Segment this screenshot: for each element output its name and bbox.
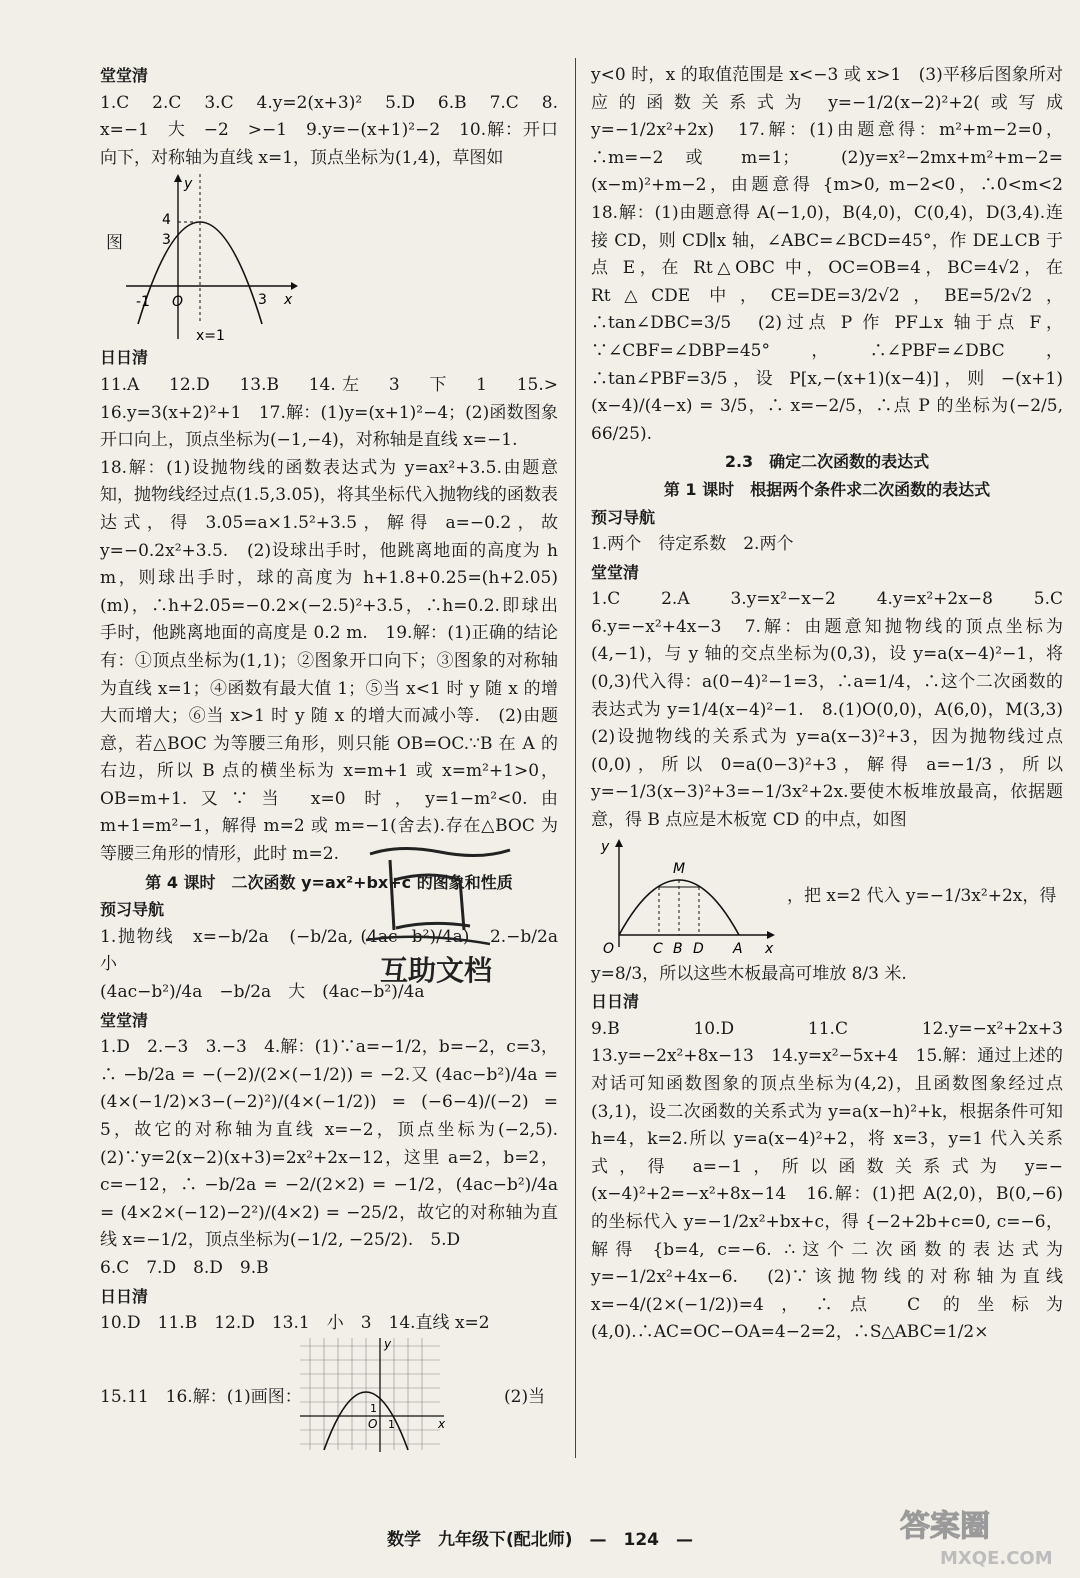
figure-trailing-text: ，把 x=2 代入 y=−1/3x²+2x，得 [787, 885, 1057, 906]
right-heading-yuxi: 预习导航 [591, 507, 656, 527]
axis-x-label: x [284, 292, 293, 309]
answers-block-4b: (4ac−b²)/4a −b/2a 大 (4ac−b²)/4a [100, 982, 425, 1003]
handwritten-stamp [360, 840, 520, 990]
tick-neg1: -1 [136, 294, 150, 311]
right-answers-block-5: 9.B 10.D 11.C 12.y=−x²+2x+3 13.y=−2x²+8x−13 14.y=x²−5x+4 15.解：通过上述的对话可知函数图象的顶点坐标为(4,2)，且函数图象经过点(3,1)，设二次函数的关系式为 y=a(x−h)²+k，根据条件可知 h=4，k=2.所以 y=a(x−4)²+2，将 x=3，y=1 代入关系式，得 a=−1，所以函数关系式为 y=−(x−4)²+2=−x²+8x−14 16.解：(1)把 A(2,0)，B(0,−6)的坐标代入 y=−1/2x²+bx+c，得 {−2+2b+c=0, c=−6，解得 {b=4, c=−6. ∴这个二次函数的表达式为 y=−1/2x²+4x−6. (2)∵该抛物线的对称轴为直线 x=−4/(2×(−1/2))=4，∴点 C 的坐标为(4,0).∴AC=OC−OA=4−2=2，∴S△ABC=1/2× [591, 1018, 1080, 1343]
grid-tick-y-1: 1 [370, 1401, 377, 1415]
right-answers-block-3: 1.C 2.A 3.y=x²−x−2 4.y=x²+2x−8 5.C 6.y=−x²+4x−3 7.解：由题意知抛物线的顶点坐标为(4,−1)，与 y 轴的交点坐标为(0,3)，设 y=a(x−4)²−1，将(0,3)代入得：a(0−4)²−1=3，∴a=1/4，∴这个二次函数的表达式为 y=1/4(x−4)²−1. 8.(1)O(0,0)，A(6,0)，M(3,3) (2)设抛物线的关系式为 y=a(x−3)²+3，因为抛物线过点(0,0)，所以 0=a(0−3)²+3，解得 a=−1/3，所以 y=−1/3(x−3)²+3=−1/3x²+2x.要使木板堆放最高，依据题意，得 B 点应是木板宽 CD 的中点，如图 [591, 589, 1080, 831]
page-footer: 数学 九年级下(配北师) — 124 — [386, 1530, 694, 1550]
section-heading-tangtangqing-2: 堂堂清 [100, 1010, 149, 1030]
right-column [591, 62, 1080, 1347]
answers-block-1: 1.C 2.C 3.C 4.y=2(x+3)² 5.D 6.B 7.C 8. x=−1 大 −2 >−1 9.y=−(x+1)²−2 10.解：开口向下，对称轴为直线 x=1，顶点坐标为(1,4)，草图如 [100, 92, 558, 168]
board-parabola [591, 835, 781, 961]
point-c-label: C [653, 940, 663, 957]
right-answers-block-1: y<0 时，x 的取值范围是 x<−3 或 x>1 (3)平移后图象所对应的函数关系式为 y=−1/2(x−2)²+2(或写成 y=−1/2x²+2x) 17.解：(1)由题意得：m²+m−2=0，∴m=−2 或 m=1； (2)y=x²−2mx+m²+m−2=(x−m)²+m−2，由题意得 {m>0, m−2<0，∴0<m<2 18.解：(1)由题意得 A(−1,0)，B(4,0)，C(0,4)，D(3,4).连接 CD，则 CD∥x 轴，∠ABC=∠BCD=45°，作 DE⊥CB 于点 E，在 Rt△OBC 中，OC=OB=4，BC=4√2，在 Rt△CDE 中，CE=DE=3/2√2，BE=5/2√2，∴tan∠DBC=3/5 (2)过点 P 作 PF⊥x 轴于点 F，∵∠CBF=∠DBP=45°，∴∠PBF=∠DBC，∴tan∠PBF=3/5，设 P[x,−(x+1)(x−4)]，则 −(x+1)(x−4)/(4−x) = 3/5，∴ x=−2/5，∴点 P 的坐标为(−2/5, 66/25). [591, 65, 1080, 444]
answers-block-7: 10.D 11.B 12.D 13.1 小 3 14.直线 x=2 [100, 1313, 490, 1334]
watermark-url: MXQE.COM [940, 1548, 1053, 1569]
section-heading-tangtangqing: 堂堂清 [100, 66, 149, 85]
lesson-title: 第 1 课时 根据两个条件求二次函数的表达式 [663, 479, 991, 499]
section-heading-yuxi: 预习导航 [100, 900, 165, 920]
answers-block-8b: (2)当 [504, 1386, 546, 1407]
answers-block-4a: 1.抛物线 x=−b/2a (−b/2a, (4ac−b²)/4a) 2.−b/2a 小 [100, 926, 575, 975]
figure-side-label: 图 [106, 233, 123, 254]
point-d-label: D [693, 940, 704, 957]
answers-block-2: 11.A 12.D 13.B 14.左 3 下 1 15.> 16.y=3(x+2)²+1 17.解：(1)y=(x+1)²−4；(2)函数图象开口向上，顶点坐标为(−1,−4)，对称轴是直线 x=−1. [100, 374, 575, 451]
right-heading-tangtangqing: 堂堂清 [591, 562, 640, 582]
tick-3-x: 3 [258, 292, 267, 309]
grid-parabola [300, 1338, 450, 1454]
board-stack-figure [591, 835, 1063, 961]
tick-4: 4 [162, 212, 171, 229]
stamp-text: 互助文档 [380, 954, 493, 987]
lesson-heading: 第 4 课时 二次函数 y=ax²+bx+c 的图象和性质 [145, 872, 513, 892]
column-divider [575, 58, 576, 1458]
section-heading-ririqing: 日日清 [100, 348, 149, 368]
axis-y-label: y [184, 176, 193, 193]
answers-block-3: 18.解：(1)设抛物线的函数表达式为 y=ax²+3.5.由题意知，抛物线经过点(1.5,3.05)，将其坐标代入抛物线的函数表达式，得 3.05=a×1.5²+3.5，解得 a=−0.2，故 y=−0.2x²+3.5. (2)设球出手时，他跳离地面的高度为 h m，则球出手时，球的高度为 h+1.8+0.25=(h+2.05)(m)，∴h+2.05=−0.2×(−2.5)²+3.5，∴h=0.2.即球出手时，他跳离地面的高度是 0.2 m. 19.解：(1)正确的结论有：①顶点坐标为(1,1)；②图象开口向下；③图象的对称轴为直线 x=1；④函数有最大值 1；⑤当 x<1 时 y 随 x 的增大而增大；⑥当 x>1 时 y 随 x 的增大而减小等. (2)由题意，若△BOC 为等腰三角形，则只能 OB=OC.∵B 在 A 的右边，所以 B 点的横坐标为 x=m+1 或 x=m²+1>0，OB=m+1.又∵当 x=0 时，y=1−m²<0.由 m+1=m²−1，解得 m=2 或 m=−1(舍去).存在△BOC 为等腰三角形的情形，此时 m=2. [100, 457, 558, 865]
point-b-label: B [673, 940, 683, 957]
grid-axis-y-label: y [384, 1337, 392, 1351]
point-a-label: A [733, 940, 743, 957]
watermark-logo-text: 答案圈 [900, 1509, 990, 1544]
board-origin-label: O [603, 940, 615, 957]
site-watermark [890, 1502, 1070, 1572]
origin-label: O [172, 294, 184, 311]
symmetry-axis-label: x=1 [196, 328, 225, 345]
vertex-m-label: M [673, 860, 686, 877]
answers-block-5: 1.D 2.−3 3.−3 4.解：(1)∵a=−1/2，b=−2，c=3，∴ −b/2a = −(−2)/(2×(−1/2)) = −2.又 (4ac−b²)/4a = (4×(−1/2)×3−(−2)²)/(4×(−1/2)) = (−6−4)/(−2) = 5，故它的对称轴为直线 x=−2，顶点坐标为(−2,5). (2)∵y=2(x−2)(x+3)=2x²+2x−12，这里 a=2，b=2，c=−12，∴ −b/2a = −2/(2×2) = −1/2，(4ac−b²)/4a = (4×2×(−12)−2²)/(4×2) = −25/2，故它的对称轴为直线 x=−1/2，顶点坐标为(−1/2, −25/2). 5.D [100, 1037, 575, 1251]
grid-origin-label: O [368, 1416, 378, 1431]
left-column [100, 62, 575, 1454]
board-axis-x-label: x [765, 940, 774, 957]
grid-tick-x-1: 1 [388, 1417, 395, 1431]
section-title: 2.3 确定二次函数的表达式 [724, 452, 930, 472]
parabola-sketch [126, 174, 326, 344]
right-answers-block-4: y=8/3，所以这些木板最高可堆放 8/3 米. [591, 963, 907, 984]
parabola-sketch-figure [100, 174, 558, 344]
right-answers-block-2: 1.两个 待定系数 2.两个 [591, 534, 794, 555]
answers-block-6: 6.C 7.D 8.D 9.B [100, 1257, 269, 1278]
board-axis-y-label: y [601, 838, 610, 855]
answers-block-8a: 15.11 16.解：(1)画图： [100, 1386, 302, 1407]
grid-axis-x-label: x [438, 1416, 446, 1431]
grid-parabola-figure [100, 1338, 558, 1454]
section-heading-ririqing-2: 日日清 [100, 1286, 149, 1306]
tick-3: 3 [162, 232, 171, 249]
right-heading-ririqing: 日日清 [591, 992, 640, 1012]
